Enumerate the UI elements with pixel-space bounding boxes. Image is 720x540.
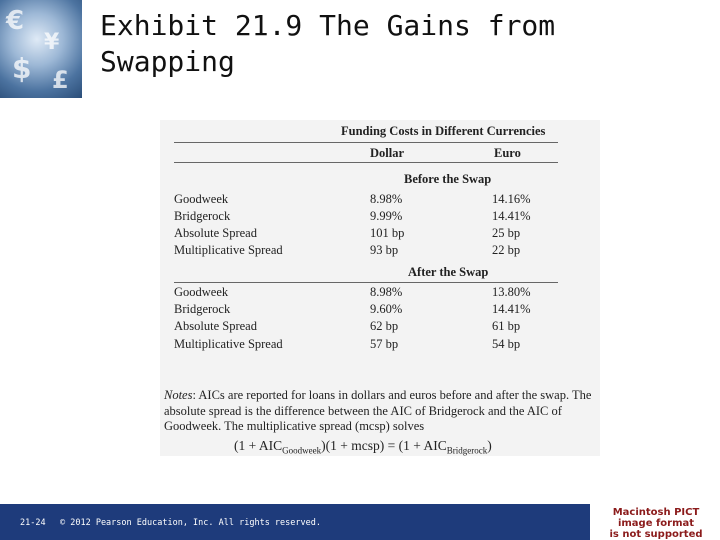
euro-value: 61 bp xyxy=(492,319,521,333)
page-number: 21-24 xyxy=(20,518,46,528)
dollar-value: 57 bp xyxy=(370,337,399,351)
dollar-icon: $ xyxy=(12,52,32,85)
table-header: Funding Costs in Different Currencies xyxy=(341,124,546,138)
before-swap-heading: Before the Swap xyxy=(404,172,492,186)
table-row xyxy=(174,209,574,225)
dollar-value: 8.98% xyxy=(370,192,403,206)
pound-icon: £ xyxy=(52,66,69,94)
dollar-value: 8.98% xyxy=(370,285,403,299)
formula-subscript-goodweek: Goodweek xyxy=(282,445,322,456)
row-label: Goodweek xyxy=(174,285,229,299)
dollar-value: 101 bp xyxy=(370,226,405,240)
formula-part-3: ) xyxy=(487,438,492,453)
footer-bar xyxy=(0,504,590,540)
row-label: Goodweek xyxy=(174,192,229,206)
euro-value: 14.41% xyxy=(492,302,531,316)
table-row xyxy=(174,192,574,208)
euro-value: 54 bp xyxy=(492,337,521,351)
rule-under-columns xyxy=(174,162,558,163)
row-label: Bridgerock xyxy=(174,302,231,316)
yen-icon: ¥ xyxy=(44,30,60,55)
row-label: Bridgerock xyxy=(174,209,231,223)
slide-title: Exhibit 21.9 The Gains from Swapping xyxy=(100,9,556,78)
euro-value: 14.41% xyxy=(492,209,531,223)
row-label: Multiplicative Spread xyxy=(174,243,283,257)
euro-value: 13.80% xyxy=(492,285,531,299)
row-label: Absolute Spread xyxy=(174,226,257,240)
unsupported-image-placeholder xyxy=(590,504,720,540)
table-row xyxy=(174,337,574,353)
col-dollar-header: Dollar xyxy=(370,146,405,160)
euro-value: 25 bp xyxy=(492,226,521,240)
dollar-value: 9.60% xyxy=(370,302,403,316)
formula-part-1: (1 + AIC xyxy=(234,438,283,453)
table-row xyxy=(174,285,574,301)
table-row xyxy=(174,243,574,259)
euro-icon: € xyxy=(6,6,25,36)
col-euro-header: Euro xyxy=(494,146,521,160)
rule-top xyxy=(174,142,558,143)
table-row xyxy=(174,226,574,242)
mcsp-formula xyxy=(234,438,492,456)
placeholder-line-1: Macintosh PICT xyxy=(612,507,700,518)
dollar-value: 93 bp xyxy=(370,243,399,257)
row-label: Multiplicative Spread xyxy=(174,337,283,351)
row-label: Absolute Spread xyxy=(174,319,257,333)
table-row xyxy=(174,302,574,318)
after-swap-heading: After the Swap xyxy=(408,265,489,279)
euro-value: 14.16% xyxy=(492,192,531,206)
euro-value: 22 bp xyxy=(492,243,521,257)
currency-globe-logo xyxy=(0,0,82,98)
formula-subscript-bridgerock: Bridgerock xyxy=(446,445,488,456)
copyright-text: © 2012 Pearson Education, Inc. All rights reserved. xyxy=(60,518,321,528)
dollar-value: 9.99% xyxy=(370,209,403,223)
placeholder-line-3: is not supported xyxy=(609,529,703,540)
table-notes xyxy=(164,388,600,435)
exhibit-figure xyxy=(160,120,600,456)
dollar-value: 62 bp xyxy=(370,319,399,333)
formula-part-2: )(1 + mcsp) = (1 + AIC xyxy=(321,438,447,453)
notes-text: : AICs are reported for loans in dollars and euros before and after the swap. The absolute spread is the difference between the AIC of Bridgerock and the AIC of Goodweek. The multiplicative spread (mcsp) solves xyxy=(164,388,592,433)
notes-label: Notes xyxy=(164,388,193,402)
placeholder-line-2: image format xyxy=(617,518,695,529)
rule-after-heading xyxy=(174,282,558,283)
table-row xyxy=(174,319,574,335)
